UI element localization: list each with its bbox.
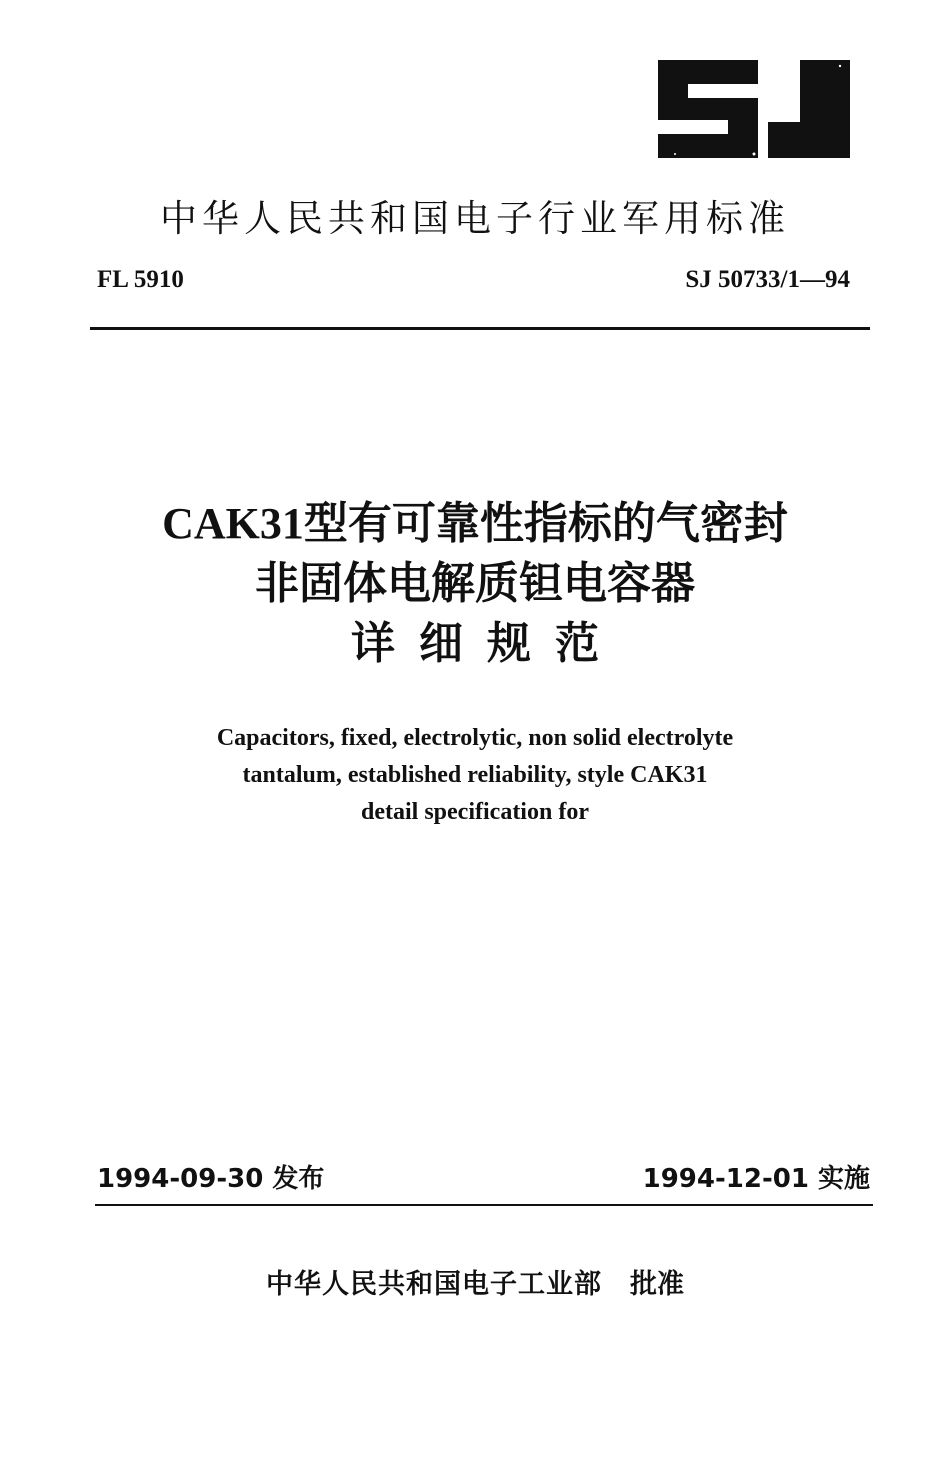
title-zh-line-1: CAK31型有可靠性指标的气密封 (162, 499, 788, 548)
title-en-line-2: tantalum, established reliability, style CAK31 (242, 762, 708, 788)
approving-authority: 中华人民共和国电子工业部 (266, 1269, 602, 1300)
title-zh-line-2: 非固体电解质钽电容器 (255, 558, 695, 609)
footer-divider (95, 1204, 873, 1206)
issue-date: 1994-09-30 发布 (97, 1164, 325, 1194)
sj-logo (650, 58, 860, 160)
title-zh-line-3: 详细规范 (351, 618, 623, 669)
organization-header: 中华人民共和国电子行业军用标准 (160, 197, 790, 240)
approval-action: 批准 (630, 1269, 684, 1300)
title-en-line-1: Capacitors, fixed, electrolytic, non solid electrolyte (216, 725, 734, 751)
title-block (0, 494, 950, 674)
standard-number: SJ 50733/1—94 (685, 266, 850, 293)
title-en-line-3: detail specification for (361, 799, 589, 825)
classification-code: FL 5910 (97, 266, 184, 293)
header-divider (90, 327, 870, 330)
approval-line (0, 1262, 950, 1301)
effective-date: 1994-12-01 实施 (642, 1164, 870, 1194)
english-title-block (0, 720, 950, 831)
